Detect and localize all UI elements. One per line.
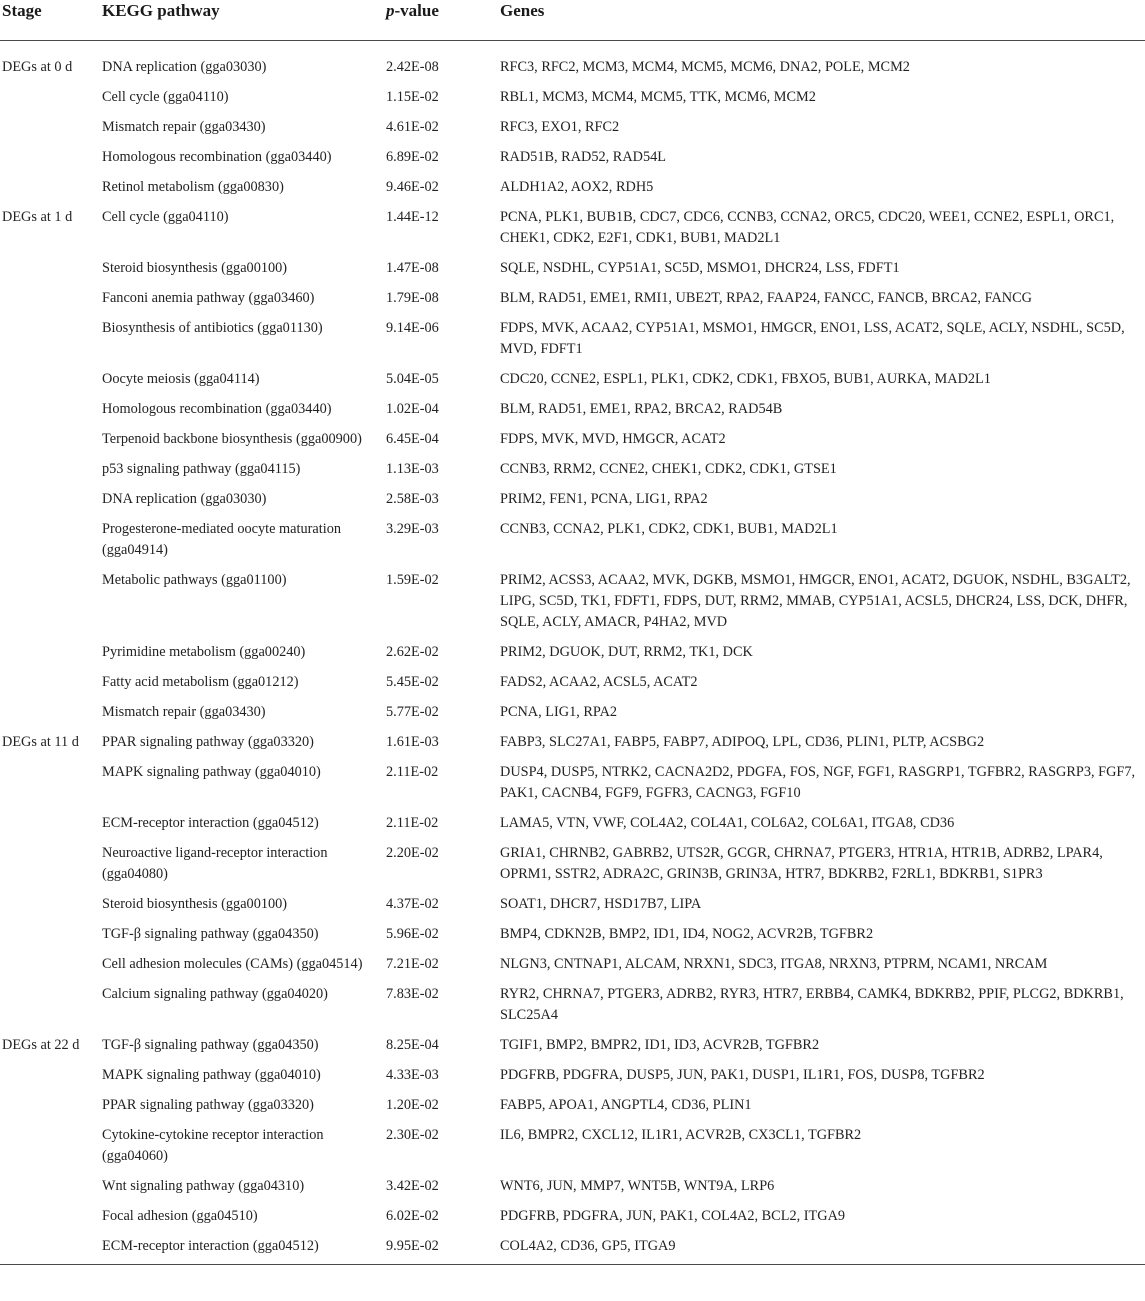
pathway-cell: Progesterone-mediated oocyte maturation (gga04914) bbox=[102, 521, 341, 558]
genes-cell: COL4A2, CD36, GP5, ITGA9 bbox=[500, 1238, 676, 1254]
pvalue-cell: 6.89E-02 bbox=[386, 149, 439, 165]
genes-cell: PDGFRB, PDGFRA, JUN, PAK1, COL4A2, BCL2, ITGA9 bbox=[500, 1208, 846, 1224]
table-row bbox=[0, 173, 1145, 203]
pathway-cell: Cell adhesion molecules (CAMs) (gga04514) bbox=[102, 956, 363, 972]
pathway-cell: Fanconi anemia pathway (gga03460) bbox=[102, 290, 315, 306]
pvalue-cell: 6.45E-04 bbox=[386, 431, 439, 447]
pvalue-cell: 6.02E-02 bbox=[386, 1208, 439, 1224]
genes-cell: NLGN3, CNTNAP1, ALCAM, NRXN1, SDC3, ITGA8, NRXN3, PTPRM, NCAM1, NRCAM bbox=[500, 956, 1048, 972]
pvalue-cell: 3.42E-02 bbox=[386, 1178, 439, 1194]
pvalue-cell: 5.04E-05 bbox=[386, 371, 439, 387]
table-row bbox=[0, 203, 1145, 254]
table-row bbox=[0, 1202, 1145, 1232]
table-row bbox=[0, 890, 1145, 920]
pathway-cell: Focal adhesion (gga04510) bbox=[102, 1208, 258, 1224]
pvalue-cell: 2.11E-02 bbox=[386, 815, 439, 831]
pathway-cell: Biosynthesis of antibiotics (gga01130) bbox=[102, 320, 323, 336]
pathway-cell: ECM-receptor interaction (gga04512) bbox=[102, 815, 319, 831]
table-row bbox=[0, 485, 1145, 515]
table-row bbox=[0, 53, 1145, 83]
pathway-cell: Cell cycle (gga04110) bbox=[102, 209, 229, 225]
table-row bbox=[0, 980, 1145, 1031]
stage-cell: DEGs at 22 d bbox=[2, 1037, 80, 1053]
pvalue-cell: 8.25E-04 bbox=[386, 1037, 439, 1053]
header-pvalue-rest: -value bbox=[394, 1, 439, 20]
pathway-cell: Homologous recombination (gga03440) bbox=[102, 149, 332, 165]
table-row bbox=[0, 839, 1145, 890]
genes-cell: ALDH1A2, AOX2, RDH5 bbox=[500, 179, 654, 195]
table-body bbox=[0, 41, 1145, 1262]
pvalue-cell: 2.62E-02 bbox=[386, 644, 439, 660]
genes-cell: RFC3, RFC2, MCM3, MCM4, MCM5, MCM6, DNA2, POLE, MCM2 bbox=[500, 59, 910, 75]
table-row bbox=[0, 1232, 1145, 1262]
genes-cell: PCNA, LIG1, RPA2 bbox=[500, 704, 618, 720]
table-row bbox=[0, 1091, 1145, 1121]
pathway-cell: p53 signaling pathway (gga04115) bbox=[102, 461, 301, 477]
pvalue-cell: 2.20E-02 bbox=[386, 845, 439, 861]
pvalue-cell: 9.14E-06 bbox=[386, 320, 439, 336]
table-row bbox=[0, 728, 1145, 758]
stage-cell: DEGs at 11 d bbox=[2, 734, 79, 750]
genes-cell: CCNB3, RRM2, CCNE2, CHEK1, CDK2, CDK1, GTSE1 bbox=[500, 461, 837, 477]
pathway-cell: Steroid biosynthesis (gga00100) bbox=[102, 896, 288, 912]
pathway-cell: Oocyte meiosis (gga04114) bbox=[102, 371, 260, 387]
genes-cell: SQLE, NSDHL, CYP51A1, SC5D, MSMO1, DHCR24, LSS, FDFT1 bbox=[500, 260, 900, 276]
pathway-cell: DNA replication (gga03030) bbox=[102, 491, 267, 507]
genes-cell: FADS2, ACAA2, ACSL5, ACAT2 bbox=[500, 674, 698, 690]
stage-cell: DEGs at 0 d bbox=[2, 59, 73, 75]
genes-cell: PRIM2, ACSS3, ACAA2, MVK, DGKB, MSMO1, HMGCR, ENO1, ACAT2, DGUOK, NSDHL, B3GALT2, LIPG, SC5D, TK1, FDFT1, FDPS, DUT, RRM2, MMAB, CYP51A1, ACSL5, DHCR24, LSS, DCK, DHFR, SQLE, ACLY, AMACR, P4HA2, MVD bbox=[500, 572, 1131, 630]
genes-cell: RAD51B, RAD52, RAD54L bbox=[500, 149, 667, 165]
pathway-cell: Wnt signaling pathway (gga04310) bbox=[102, 1178, 305, 1194]
pathway-cell: PPAR signaling pathway (gga03320) bbox=[102, 1097, 314, 1113]
genes-cell: PDGFRB, PDGFRA, DUSP5, JUN, PAK1, DUSP1, IL1R1, FOS, DUSP8, TGFBR2 bbox=[500, 1067, 985, 1083]
pvalue-cell: 5.96E-02 bbox=[386, 926, 439, 942]
header-kegg-pathway: KEGG pathway bbox=[102, 1, 220, 20]
pathway-cell: Neuroactive ligand-receptor interaction (gga04080) bbox=[102, 845, 328, 882]
table-row bbox=[0, 1121, 1145, 1172]
pvalue-cell: 1.79E-08 bbox=[386, 290, 439, 306]
pathway-cell: Mismatch repair (gga03430) bbox=[102, 704, 266, 720]
genes-cell: TGIF1, BMP2, BMPR2, ID1, ID3, ACVR2B, TGFBR2 bbox=[500, 1037, 820, 1053]
pathway-cell: Cell cycle (gga04110) bbox=[102, 89, 229, 105]
table-row bbox=[0, 809, 1145, 839]
pathway-cell: MAPK signaling pathway (gga04010) bbox=[102, 764, 321, 780]
genes-cell: RBL1, MCM3, MCM4, MCM5, TTK, MCM6, MCM2 bbox=[500, 89, 816, 105]
pvalue-cell: 2.30E-02 bbox=[386, 1127, 439, 1143]
table-row bbox=[0, 395, 1145, 425]
table-row bbox=[0, 113, 1145, 143]
table-row bbox=[0, 758, 1145, 809]
pathway-cell: Homologous recombination (gga03440) bbox=[102, 401, 332, 417]
table-row bbox=[0, 1031, 1145, 1061]
pvalue-cell: 1.44E-12 bbox=[386, 209, 439, 225]
pathway-cell: Metabolic pathways (gga01100) bbox=[102, 572, 287, 588]
pvalue-cell: 2.42E-08 bbox=[386, 59, 439, 75]
pathway-cell: MAPK signaling pathway (gga04010) bbox=[102, 1067, 321, 1083]
pvalue-cell: 4.37E-02 bbox=[386, 896, 439, 912]
pathway-cell: TGF-β signaling pathway (gga04350) bbox=[102, 926, 319, 942]
pathway-cell: Cytokine-cytokine receptor interaction (gga04060) bbox=[102, 1127, 324, 1164]
pathway-cell: Terpenoid backbone biosynthesis (gga00900) bbox=[102, 431, 362, 447]
table-row bbox=[0, 83, 1145, 113]
pathway-cell: Retinol metabolism (gga00830) bbox=[102, 179, 284, 195]
pvalue-cell: 5.77E-02 bbox=[386, 704, 439, 720]
genes-cell: FABP3, SLC27A1, FABP5, FABP7, ADIPOQ, LPL, CD36, PLIN1, PLTP, ACSBG2 bbox=[500, 734, 985, 750]
header-genes: Genes bbox=[500, 1, 545, 20]
pathway-cell: Steroid biosynthesis (gga00100) bbox=[102, 260, 288, 276]
pvalue-cell: 9.46E-02 bbox=[386, 179, 439, 195]
genes-cell: PRIM2, FEN1, PCNA, LIG1, RPA2 bbox=[500, 491, 708, 507]
genes-cell: FDPS, MVK, ACAA2, CYP51A1, MSMO1, HMGCR, ENO1, LSS, ACAT2, SQLE, ACLY, NSDHL, SC5D, MVD, FDFT1 bbox=[500, 320, 1125, 357]
pvalue-cell: 4.61E-02 bbox=[386, 119, 439, 135]
pvalue-cell: 9.95E-02 bbox=[386, 1238, 439, 1254]
header-pvalue-italic: p bbox=[386, 1, 395, 20]
pvalue-cell: 1.20E-02 bbox=[386, 1097, 439, 1113]
table-row bbox=[0, 365, 1145, 395]
genes-cell: IL6, BMPR2, CXCL12, IL1R1, ACVR2B, CX3CL1, TGFBR2 bbox=[500, 1127, 862, 1143]
genes-cell: WNT6, JUN, MMP7, WNT5B, WNT9A, LRP6 bbox=[500, 1178, 775, 1194]
table-row bbox=[0, 920, 1145, 950]
pathway-cell: ECM-receptor interaction (gga04512) bbox=[102, 1238, 319, 1254]
genes-cell: GRIA1, CHRNB2, GABRB2, UTS2R, GCGR, CHRNA7, PTGER3, HTR1A, HTR1B, ADRB2, LPAR4, OPRM1, SSTR2, ADRA2C, GRIN3B, GRIN3A, HTR7, BDKRB2, F2RL1, BDKRB1, S1PR3 bbox=[500, 845, 1103, 882]
genes-cell: FDPS, MVK, MVD, HMGCR, ACAT2 bbox=[500, 431, 726, 447]
table-row bbox=[0, 1172, 1145, 1202]
pvalue-cell: 2.11E-02 bbox=[386, 764, 439, 780]
pvalue-cell: 5.45E-02 bbox=[386, 674, 439, 690]
genes-cell: PRIM2, DGUOK, DUT, RRM2, TK1, DCK bbox=[500, 644, 753, 660]
table-row bbox=[0, 698, 1145, 728]
genes-cell: PCNA, PLK1, BUB1B, CDC7, CDC6, CCNB3, CCNA2, ORC5, CDC20, WEE1, CCNE2, ESPL1, ORC1, CHEK1, CDK2, E2F1, CDK1, BUB1, MAD2L1 bbox=[500, 209, 1115, 246]
pathway-cell: Pyrimidine metabolism (gga00240) bbox=[102, 644, 306, 660]
pathway-cell: Calcium signaling pathway (gga04020) bbox=[102, 986, 328, 1002]
genes-cell: SOAT1, DHCR7, HSD17B7, LIPA bbox=[500, 896, 702, 912]
pvalue-cell: 1.61E-03 bbox=[386, 734, 439, 750]
pathway-cell: PPAR signaling pathway (gga03320) bbox=[102, 734, 314, 750]
pvalue-cell: 7.21E-02 bbox=[386, 956, 439, 972]
pvalue-cell: 7.83E-02 bbox=[386, 986, 439, 1002]
table-row bbox=[0, 950, 1145, 980]
header-stage: Stage bbox=[2, 1, 42, 20]
table-row bbox=[0, 284, 1145, 314]
genes-cell: RYR2, CHRNA7, PTGER3, ADRB2, RYR3, HTR7, ERBB4, CAMK4, BDKRB2, PPIF, PLCG2, BDKRB1, SLC25A4 bbox=[500, 986, 1124, 1023]
table-header bbox=[0, 0, 1145, 41]
pvalue-cell: 1.13E-03 bbox=[386, 461, 439, 477]
pvalue-cell: 1.15E-02 bbox=[386, 89, 439, 105]
pvalue-cell: 1.47E-08 bbox=[386, 260, 439, 276]
pathway-cell: DNA replication (gga03030) bbox=[102, 59, 267, 75]
genes-cell: BLM, RAD51, EME1, RMI1, UBE2T, RPA2, FAAP24, FANCC, FANCB, BRCA2, FANCG bbox=[500, 290, 1032, 306]
genes-cell: BLM, RAD51, EME1, RPA2, BRCA2, RAD54B bbox=[500, 401, 783, 417]
pathway-cell: Fatty acid metabolism (gga01212) bbox=[102, 674, 299, 690]
pathway-cell: Mismatch repair (gga03430) bbox=[102, 119, 266, 135]
genes-cell: CCNB3, CCNA2, PLK1, CDK2, CDK1, BUB1, MAD2L1 bbox=[500, 521, 838, 537]
table-row bbox=[0, 515, 1145, 566]
pvalue-cell: 1.02E-04 bbox=[386, 401, 439, 417]
pvalue-cell: 1.59E-02 bbox=[386, 572, 439, 588]
genes-cell: LAMA5, VTN, VWF, COL4A2, COL4A1, COL6A2, COL6A1, ITGA8, CD36 bbox=[500, 815, 955, 831]
genes-cell: DUSP4, DUSP5, NTRK2, CACNA2D2, PDGFA, FOS, NGF, FGF1, RASGRP1, TGFBR2, RASGRP3, FGF7, PAK1, CACNB4, FGF9, FGFR3, CACNG3, FGF10 bbox=[500, 764, 1136, 801]
table-row bbox=[0, 455, 1145, 485]
genes-cell: CDC20, CCNE2, ESPL1, PLK1, CDK2, CDK1, FBXO5, BUB1, AURKA, MAD2L1 bbox=[500, 371, 991, 387]
genes-cell: FABP5, APOA1, ANGPTL4, CD36, PLIN1 bbox=[500, 1097, 752, 1113]
table-bottom-rule bbox=[0, 1264, 1145, 1265]
header-pvalue bbox=[386, 0, 439, 22]
pathway-cell: TGF-β signaling pathway (gga04350) bbox=[102, 1037, 319, 1053]
table-row bbox=[0, 668, 1145, 698]
genes-cell: RFC3, EXO1, RFC2 bbox=[500, 119, 620, 135]
genes-cell: BMP4, CDKN2B, BMP2, ID1, ID4, NOG2, ACVR2B, TGFBR2 bbox=[500, 926, 874, 942]
table-row bbox=[0, 1061, 1145, 1091]
table-row bbox=[0, 566, 1145, 638]
table-row bbox=[0, 314, 1145, 365]
table-row bbox=[0, 638, 1145, 668]
stage-cell: DEGs at 1 d bbox=[2, 209, 73, 225]
pvalue-cell: 4.33E-03 bbox=[386, 1067, 439, 1083]
pvalue-cell: 3.29E-03 bbox=[386, 521, 439, 537]
pvalue-cell: 2.58E-03 bbox=[386, 491, 439, 507]
table-row bbox=[0, 143, 1145, 173]
table-row bbox=[0, 254, 1145, 284]
table-row bbox=[0, 425, 1145, 455]
